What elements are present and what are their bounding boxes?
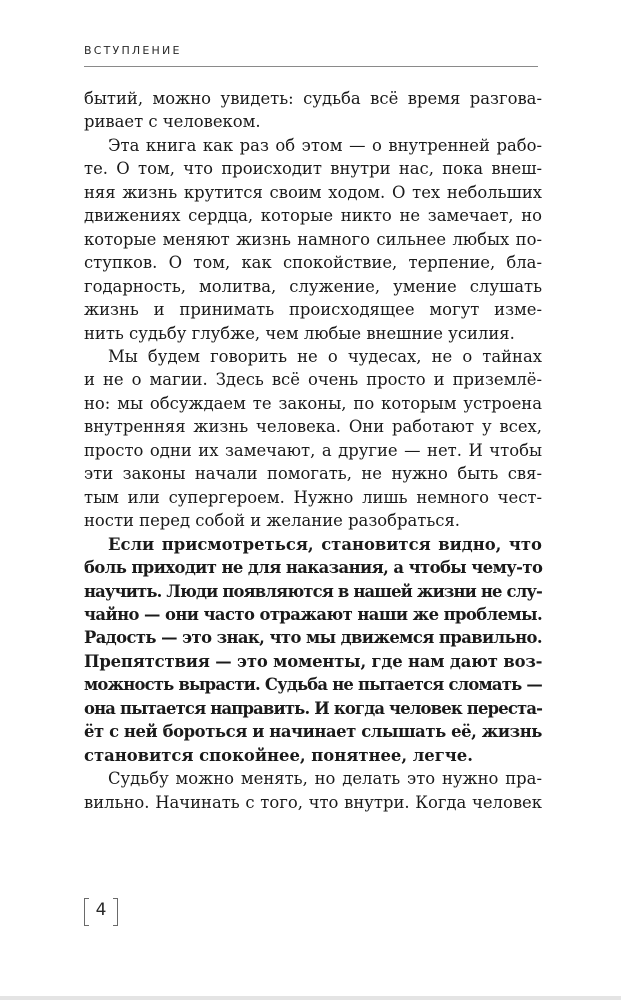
page-number-box — [84, 898, 118, 926]
text-line: движениях сердца, которые никто не замечает, но — [84, 206, 542, 226]
text-line: те. О том, что происходит внутри нас, пока внеш- — [84, 159, 542, 179]
body-text — [84, 87, 542, 814]
text-line: чайно — они часто отражают наши же проблемы. — [84, 604, 543, 624]
text-line: и не о магии. Здесь всё очень просто и приземлё- — [84, 370, 542, 390]
text-line: вильно. Начинать с того, что внутри. Когда человек — [84, 792, 542, 812]
text-line: Препятствия — это моменты, где нам дают воз- — [84, 651, 543, 671]
running-head: ВСТУПЛЕНИЕ — [84, 44, 182, 57]
header-rule — [84, 66, 538, 67]
text-line: жизнь и принимать происходящее могут изме- — [84, 300, 542, 320]
text-line: ступков. О том, как спокойствие, терпение, бла- — [84, 253, 542, 273]
text-line: Мы будем говорить не о чудесах, не о тайнах — [108, 346, 542, 366]
text-line: Эта книга как раз об этом — о внутренней рабо- — [108, 135, 542, 155]
paragraph — [84, 767, 542, 814]
text-line: нить судьбу глубже, чем любые внешние усилия. — [84, 323, 515, 343]
text-line: становится спокойнее, понятнее, легче. — [84, 745, 473, 765]
text-line: годарность, молитва, служение, умение слушать — [84, 276, 542, 296]
text-line: научить. Люди появляются в нашей жизни не слу- — [84, 581, 542, 601]
text-line: но: мы обсуждаем те законы, по которым устроена — [84, 393, 542, 413]
page-edge — [0, 996, 621, 1000]
text-line: Радость — это знак, что мы движемся правильно. — [84, 628, 542, 648]
text-line: тым или супергероем. Нужно лишь немного чест- — [84, 487, 542, 507]
text-line: ёт с ней бороться и начинает слышать её, жизнь — [84, 722, 542, 742]
text-line: внутренняя жизнь человека. Они работают у всех, — [84, 417, 542, 437]
text-line: она пытается направить. И когда человек переста- — [84, 698, 543, 718]
text-line: можность вырасти. Судьба не пытается сломать — — [84, 675, 542, 695]
paragraph — [84, 87, 542, 134]
text-line: ривает с человеком. — [84, 112, 261, 132]
text-line: боль приходит не для наказания, а чтобы чему-то — [84, 558, 543, 578]
text-line: бытий, можно увидеть: судьба всё время разгова- — [84, 89, 542, 108]
text-line: эти законы начали помогать, не нужно быть свя- — [84, 464, 542, 484]
bold-paragraph — [84, 533, 542, 768]
paragraph — [84, 134, 542, 345]
text-line: Судьбу можно менять, но делать это нужно пра- — [108, 769, 542, 789]
text-line: Если присмотреться, становится видно, что — [108, 534, 542, 554]
text-line: няя жизнь крутится своим ходом. О тех небольших — [84, 182, 542, 202]
text-line: ности перед собой и желание разобраться. — [84, 511, 460, 531]
page-number: 4 — [95, 900, 107, 920]
text-line: просто одни их замечают, а другие — нет. И чтобы — [84, 440, 542, 460]
text-line: которые меняют жизнь намного сильнее любых по- — [84, 229, 542, 249]
right-bracket — [113, 898, 118, 926]
paragraph — [84, 345, 542, 533]
